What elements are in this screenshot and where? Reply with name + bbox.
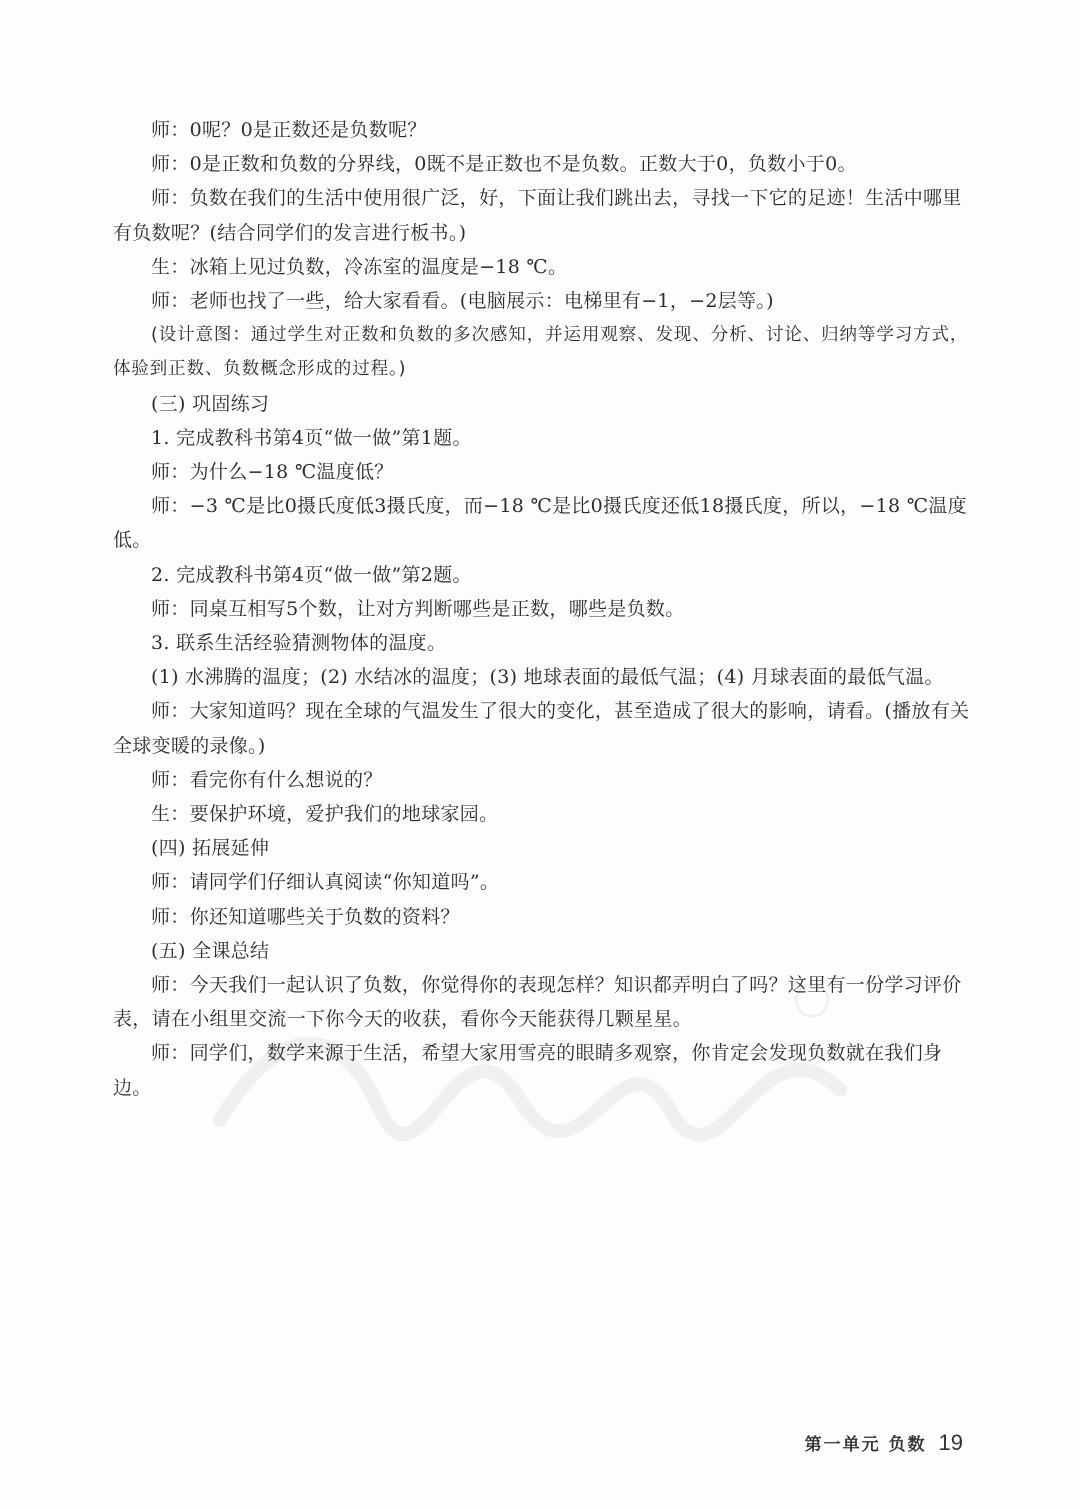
paragraph: 2. 完成教科书第4页“做一做”第2题。 [151, 563, 472, 586]
paragraph: 师：0是正数和负数的分界线，0既不是正数也不是负数。正数大于0，负数小于0。 [151, 153, 857, 176]
paragraph: 师：请同学们仔细认真阅读“你知道吗”。 [151, 871, 500, 894]
paragraph: 师：老师也找了一些，给大家看看。(电脑展示：电梯里有−1，−2层等。) [151, 290, 774, 313]
page-footer [805, 1430, 963, 1456]
paragraph: 师：同学们，数学来源于生活，希望大家用雪亮的眼睛多观察，你肯定会发现负数就在我们身边。 [113, 1042, 943, 1099]
page-number: 19 [938, 1430, 963, 1455]
section-heading: (四) 拓展延伸 [151, 837, 270, 860]
paragraph: 师：今天我们一起认识了负数，你觉得你的表现怎样？知识都弄明白了吗？这里有一份学习评价表，请在小组里交流一下你今天的收获，看你今天能获得几颗星星。 [113, 974, 962, 1031]
paragraph: 师：负数在我们的生活中使用很广泛，好，下面让我们跳出去，寻找一下它的足迹！生活中哪里有负数呢？(结合同学们的发言进行板书。) [113, 187, 962, 244]
paragraph: 师：你还知道哪些关于负数的资料？ [151, 905, 460, 928]
paragraph: 师：同桌互相写5个数，让对方判断哪些是正数，哪些是负数。 [151, 597, 685, 620]
paragraph: 生：要保护环境，爱护我们的地球家园。 [151, 803, 499, 826]
paragraph: 师：大家知道吗？现在全球的气温发生了很大的变化，甚至造成了很大的影响，请看。(播放有关全球变暖的录像。) [113, 700, 970, 757]
lesson-text [113, 113, 973, 1105]
paragraph: 师：为什么−18 ℃温度低？ [151, 461, 394, 484]
paragraph: 师：0呢？0是正数还是负数呢？ [151, 119, 427, 141]
paragraph: 1. 完成教科书第4页“做一做”第1题。 [151, 426, 472, 449]
unit-title: 第一单元 负数 [804, 1435, 927, 1455]
paragraph: 3. 联系生活经验猜测物体的温度。 [151, 632, 447, 655]
section-heading: (五) 全课总结 [151, 939, 270, 962]
paragraph: (1) 水沸腾的温度；(2) 水结冰的温度；(3) 地球表面的最低气温；(4) 月球表面的最低气温。 [151, 666, 944, 689]
paragraph: 师：−3 ℃是比0摄氏度低3摄氏度，而−18 ℃是比0摄氏度还低18摄氏度，所以，−18 ℃温度低。 [113, 495, 967, 552]
section-heading: (三) 巩固练习 [151, 392, 270, 415]
paragraph: 师：看完你有什么想说的？ [151, 768, 383, 791]
paragraph: 生：冰箱上见过负数，冷冻室的温度是−18 ℃。 [151, 255, 568, 278]
design-intent-note: (设计意图：通过学生对正数和负数的多次感知，并运用观察、发现、分析、讨论、归纳等学习方式，体验到正数、负数概念形成的过程。) [113, 325, 969, 380]
